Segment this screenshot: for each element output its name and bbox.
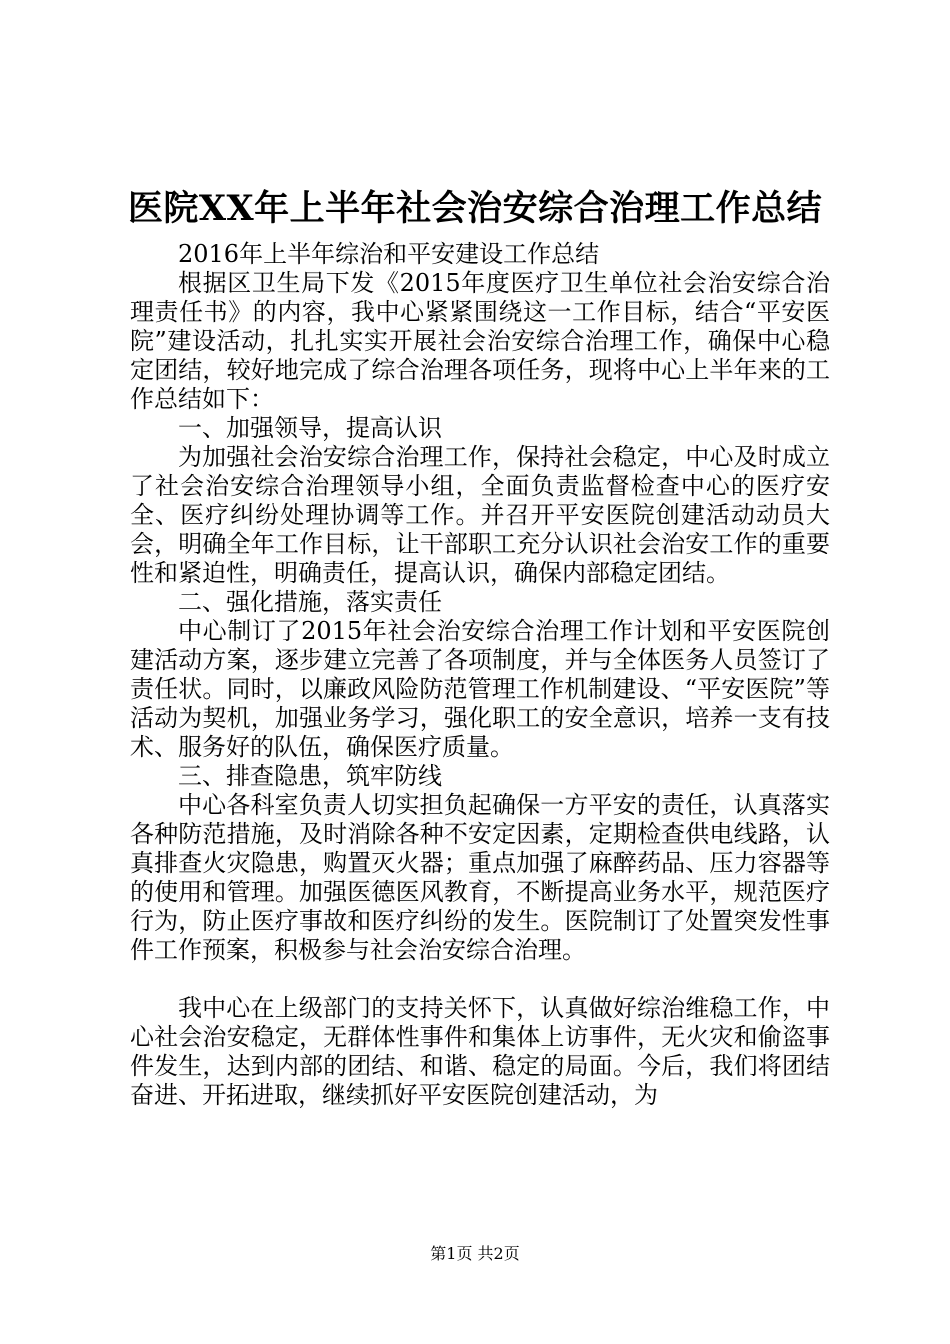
section-heading-3: 三、排查隐患，筑牢防线 — [178, 762, 442, 790]
paragraph-gap — [130, 965, 830, 994]
section-3-paragraph: 中心各科室负责人切实担负起确保一方平安的责任，认真落实各种防范措施，及时消除各种不安定因素，定期检查供电线路，认真排查火灾隐患，购置灭火器；重点加强了麻醉药品、压力容器等的使用和管理。加强医德医风教育，不断提高业务水平，规范医疗行为，防止医疗事故和医疗纠纷的发生。医院制订了处置突发性事件工作预案，积极参与社会治安综合治理。 — [130, 791, 830, 964]
section-heading-2: 二、强化措施，落实责任 — [178, 588, 442, 616]
section-2-paragraph: 中心制订了2015年社会治安综合治理工作计划和平安医院创建活动方案，逐步建立完善了各项制度，并与全体医务人员签订了责任状。同时，以廉政风险防范管理工作机制建设、“平安医院”等活动为契机，加强业务学习，强化职工的安全意识，培养一支有技术、服务好的队伍，确保医疗质量。 — [130, 617, 830, 761]
intro-paragraph: 根据区卫生局下发《2015年度医疗卫生单位社会治安综合治理责任书》的内容，我中心紧紧围绕这一工作目标，结合“平安医院”建设活动，扎扎实实开展社会治安综合治理工作，确保中心稳定团结，较好地完成了综合治理各项任务，现将中心上半年来的工作总结如下： — [130, 269, 830, 413]
document-body — [130, 240, 830, 1110]
section-1-paragraph: 为加强社会治安综合治理工作，保持社会稳定，中心及时成立了社会治安综合治理领导小组，全面负责监督检查中心的医疗安全、医疗纠纷处理协调等工作。并召开平安医院创建活动动员大会，明确全年工作目标，让干部职工充分认识社会治安工作的重要性和紧迫性，明确责任，提高认识，确保内部稳定团结。 — [130, 443, 830, 587]
document-title: 医院XX年上半年社会治安综合治理工作总结 — [127, 188, 823, 229]
closing-paragraph: 我中心在上级部门的支持关怀下，认真做好综治维稳工作，中心社会治安稳定，无群体性事件和集体上访事件，无火灾和偷盗事件发生，达到内部的团结、和谐、稳定的局面。今后，我们将团结奋进、开拓进取，继续抓好平安医院创建活动，为 — [130, 994, 830, 1109]
page-number: 第1页 共2页 — [430, 1244, 520, 1263]
document-subtitle: 2016年上半年综治和平安建设工作总结 — [178, 240, 600, 268]
section-heading-1: 一、加强领导，提高认识 — [178, 414, 442, 442]
